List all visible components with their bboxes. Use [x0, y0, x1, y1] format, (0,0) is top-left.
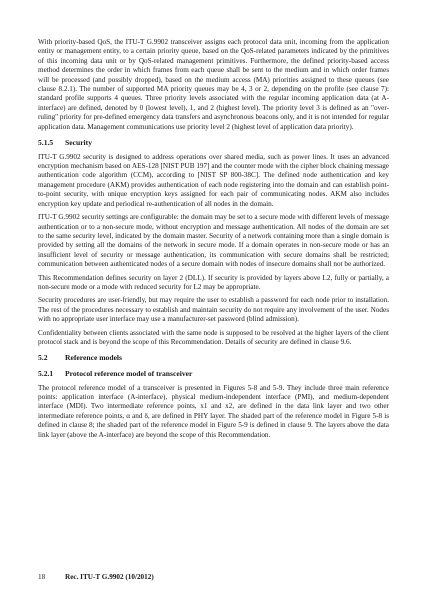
paragraph-security-procedures: Security procedures are user-friendly, but may require the user to establish a password for each node prior to installation. The rest of the procedures necessary to establish and maintain security do not require any involvement of the user. Nodes with no appropriate user interface may use a manufacturer-set password (blind admission).	[38, 296, 389, 324]
section-number: 5.1.5	[38, 138, 54, 148]
paragraph-protocol-reference-model: The protocol reference model of a transceiver is presented in Figures 5-8 and 5-9. They include three main reference points: application interface (A-interface), physical medium-independent interface (PMI), and medium-dependent interface (MDI). Two intermediate reference points, x1 and x2, are defined in the data link layer and two other intermediate reference points, α and δ, are defined in PHY layer. The shaded part of the reference model in Figure 5-8 is defined in clause 8; the shaded part of the reference model in Figure 5-9 is defined in clause 9. The layers above the data link layer (above the A-interface) are beyond the scope of this Recommendation.	[38, 383, 389, 439]
paragraph-confidentiality: Confidentiality between clients associated with the same node is supposed to be resolved at the higher layers of the client protocol stack and is beyond the scope of this Recommendation. Details of security are defined in clause 9.6.	[38, 328, 389, 346]
paragraph-qos-priority: With priority-based QoS, the ITU-T G.9902 transceiver assigns each protocol data unit, incoming from the application entity or management entity, to a certain priority queue, based on the QoS-related parameters indicated by the primitives of this incoming data unit or by QoS-related management primitives. Furthermore, the defined priority-based access method determines the order in which frames from each queue shall be sent to the medium and in which order frames will be processed (and possibly dropped), based on the medium access (MA) priorities assigned to these queues (see clause 8.2.1). The number of supported MA priority queues may be 4, 3 or 2, depending on the profile (see clause 7): standard profile supports 4 queues. Three priority levels associated with the regular incoming application data (at A-interface) are defined, denoted by 0 (lowest level), 1, and 2 (highest level). The priority level 3 is defined as an "over-ruling" priority for pre-defined emergency data transfers and asynchronous beacons only, and it is not intended for regular application data. Management communications use priority level 2 (highest level of application data priority).	[38, 38, 389, 131]
recommendation-reference: Rec. ITU-T G.9902 (10/2012)	[65, 573, 154, 581]
paragraph-security-overview: ITU-T G.9902 security is designed to address operations over shared media, such as power lines. It uses an advanced encryption mechanism based on AES-128 [NIST PUB 197] and the counter mode with the cipher block chaining message authentication code algorithm (CCM), according to [NIST SP 800-38C]. The defined node authentication and key management procedure (AKM) provides authentication of each node registering into the domain and can establish point-to-point security, with unique encryption keys assigned for each pair of communicating nodes. AKM also includes encryption key update and periodical re-authentication of all nodes in the domain.	[38, 152, 389, 208]
paragraph-security-settings: ITU-T G.9902 security settings are configurable: the domain may be set to a secure mode with different levels of message authentication or to a non-secure mode, without encryption and message authentication. All nodes of the domain are set to the same security level, indicated by the domain master. Security of a network containing more than a single domain is provided by setting all the domains of the network in secure mode. If a domain operates in non-secure mode or has an insufficient level of security or message authentication, its communication with secure domains shall be restricted; communication between authenticated nodes of a secure domain with nodes of insecure domains shall not be authorized.	[38, 213, 390, 269]
section-heading-security	[38, 138, 389, 148]
section-title: Protocol reference model of transceiver	[65, 368, 193, 378]
paragraph-security-layer2: This Recommendation defines security on layer 2 (DLL). If security is provided by layers above L2, fully or partially, a non-secure mode or a mode with reduced security for L2 may be appropriate.	[38, 273, 389, 291]
document-page	[38, 38, 389, 444]
section-number: 5.2	[38, 353, 48, 363]
section-title: Security	[65, 138, 92, 148]
page-footer	[38, 573, 154, 582]
page-number: 18	[38, 573, 46, 581]
section-heading-reference-models	[38, 353, 389, 363]
section-title: Reference models	[65, 353, 123, 363]
section-heading-protocol-reference	[38, 369, 389, 379]
section-number: 5.2.1	[38, 368, 54, 378]
